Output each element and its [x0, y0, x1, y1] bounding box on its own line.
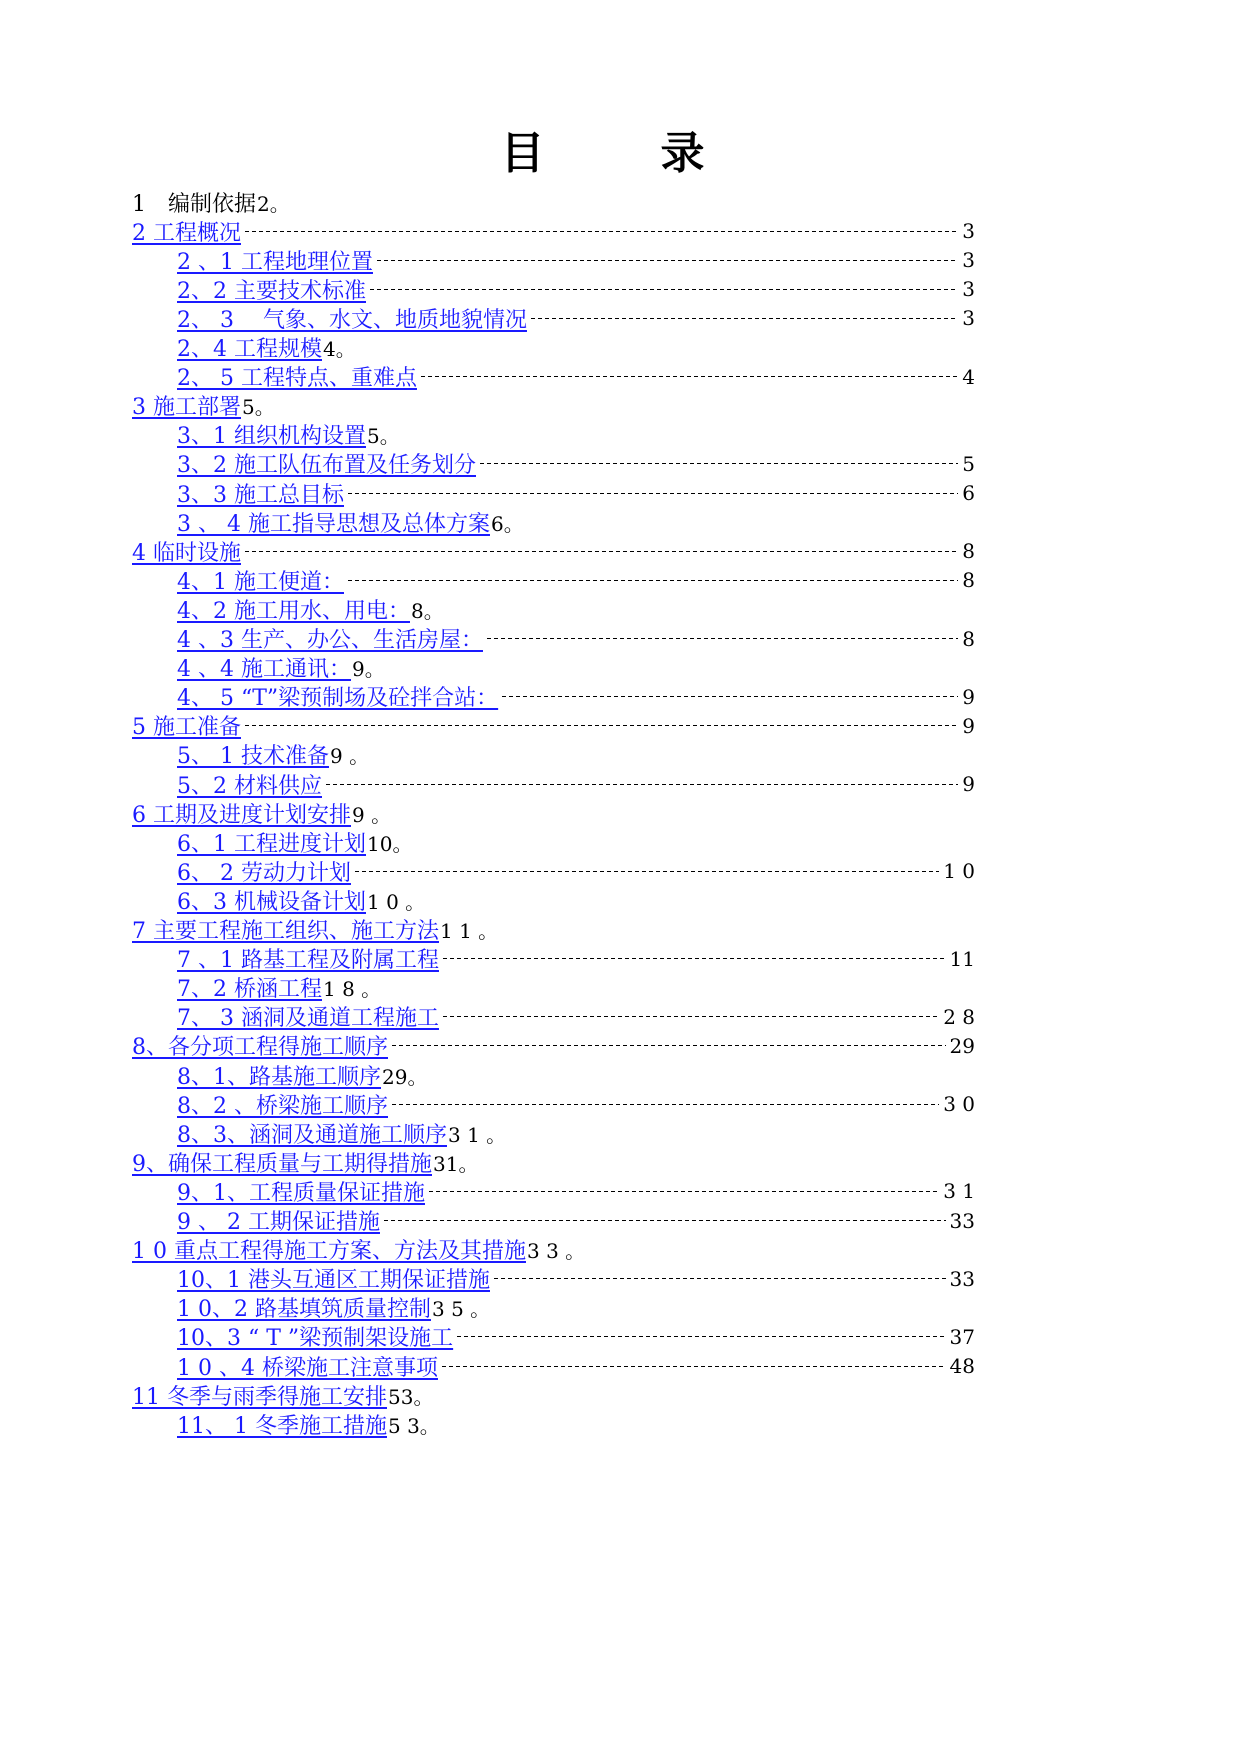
toc-entry-title[interactable]: 3、3 施工总目标: [177, 482, 344, 508]
dot-leader: [494, 1278, 946, 1279]
dot-leader: [392, 1045, 946, 1046]
toc-entry-title: 1 编制依据: [132, 191, 256, 217]
toc-entry-title[interactable]: 9 、 2 工期保证措施: [177, 1210, 380, 1235]
toc-entry-title[interactable]: 7、2 桥涵工程: [177, 977, 322, 1003]
toc-entry[interactable]: [177, 972, 381, 1004]
toc-entry[interactable]: [177, 1263, 975, 1295]
toc-page-number: 3 3 。: [526, 1239, 586, 1264]
toc-entry[interactable]: [132, 1234, 585, 1266]
toc-entry[interactable]: [177, 1001, 975, 1033]
toc-page-number: 2。: [257, 191, 290, 216]
toc-page-number: 3 1 。: [448, 1122, 507, 1147]
toc-page-number: 31。: [433, 1151, 479, 1176]
toc-entry[interactable]: [132, 390, 275, 422]
toc-entry-title[interactable]: 5、2 材料供应: [177, 773, 322, 799]
toc-entry[interactable]: [177, 332, 356, 364]
toc-entry-title[interactable]: 2 、1 工程地理位置: [177, 249, 373, 275]
toc-entry-title[interactable]: 4 、4 施工通讯：: [177, 657, 351, 683]
toc-page-number: 5。: [367, 424, 400, 449]
toc-entry-title[interactable]: 2、4 工程规模: [177, 337, 322, 362]
toc-entry[interactable]: [177, 739, 369, 771]
toc-entry-title[interactable]: 3 、 4 施工指导思想及总体方案: [177, 511, 490, 537]
toc-entry[interactable]: [177, 361, 975, 393]
toc-page-number: 9 。: [329, 744, 370, 769]
toc-entry-title[interactable]: 4、 5 “T”梁预制场及砼拌合站：: [177, 686, 499, 712]
dot-leader: [348, 493, 958, 494]
dot-leader: [377, 260, 958, 261]
toc-entry-title[interactable]: 1 0 、4 桥梁施工注意事项: [177, 1355, 438, 1381]
toc-page-number: 33: [949, 1208, 975, 1233]
toc-entry[interactable]: [132, 535, 975, 567]
toc-page-number: 6: [962, 481, 975, 505]
toc-page-number: 4。: [323, 337, 356, 361]
toc-entry[interactable]: [177, 623, 975, 655]
toc-page-number: 6。: [490, 511, 524, 536]
toc-entry-title[interactable]: 2 工程概况: [132, 220, 241, 246]
toc-page-number: 48: [949, 1354, 975, 1378]
toc-entry-title[interactable]: 8、各分项工程得施工顺序: [132, 1035, 388, 1061]
toc-entry-title[interactable]: 8、2 、桥梁施工顺序: [177, 1093, 388, 1119]
toc-page-number: 3: [962, 277, 975, 302]
toc-page-number: 29: [949, 1033, 975, 1058]
dot-leader: [442, 1366, 946, 1367]
toc-page-number: 9: [962, 684, 975, 709]
dot-leader: [245, 231, 958, 232]
toc-entry[interactable]: [177, 1059, 427, 1091]
toc-page-number: 5 3。: [387, 1413, 440, 1438]
toc-entry[interactable]: [177, 273, 975, 305]
toc-entry[interactable]: [177, 1292, 490, 1324]
dot-leader: [502, 696, 958, 697]
toc-page-number: 3: [962, 306, 975, 331]
toc-entry-title[interactable]: 3、2 施工队伍布置及任务划分: [177, 453, 476, 479]
toc-entry-title[interactable]: 1 0、2 路基填筑质量控制: [177, 1297, 431, 1323]
toc-entry[interactable]: [177, 477, 975, 509]
dot-leader: [392, 1104, 939, 1105]
toc-page-number: 1 1 。: [440, 919, 499, 943]
dot-leader: [487, 638, 958, 639]
toc-page-number: 1 0 。: [367, 889, 426, 914]
dot-leader: [429, 1191, 939, 1192]
toc-entry-title[interactable]: 5 施工准备: [132, 715, 241, 741]
dot-leader: [384, 1220, 946, 1221]
toc-entry[interactable]: [177, 884, 425, 916]
toc-entry[interactable]: [177, 1321, 975, 1353]
toc-page-number: 3: [962, 248, 975, 273]
toc-page-number: 37: [949, 1324, 975, 1349]
dot-leader: [355, 871, 939, 872]
toc-title: 目 录: [500, 128, 741, 179]
toc-page-number: 3 1: [943, 1179, 975, 1204]
dot-leader: [348, 580, 958, 581]
toc-entry-title[interactable]: 8、3、涵洞及通道施工顺序: [177, 1122, 447, 1148]
toc-page-number: 53。: [388, 1384, 434, 1409]
toc-page-number: 1 8 。: [323, 977, 382, 1002]
toc-page-number: 9 。: [352, 802, 392, 827]
toc-entry[interactable]: [177, 419, 400, 451]
toc-entry-title[interactable]: 6、3 机械设备计划: [177, 889, 366, 915]
toc-entry-title[interactable]: 6、1 工程进度计划: [177, 831, 366, 857]
toc-entry-title[interactable]: 3 施工部署: [132, 395, 241, 421]
toc-entry[interactable]: [177, 1117, 506, 1149]
toc-entry-title[interactable]: 2、 5 工程特点、重难点: [177, 366, 417, 392]
dot-leader: [370, 289, 958, 290]
toc-entry[interactable]: [132, 797, 391, 829]
toc-entry[interactable]: [177, 1350, 975, 1382]
toc-page-number: 8: [962, 626, 975, 651]
toc-entry-title[interactable]: 4、2 施工用水、用电：: [177, 598, 410, 624]
toc-entry-title[interactable]: 1 0 重点工程得施工方案、方法及其措施: [132, 1239, 526, 1265]
toc-page-number: 5: [962, 451, 975, 476]
toc-entry[interactable]: [177, 681, 975, 713]
toc-page-number: 8。: [411, 598, 444, 623]
toc-entry-title[interactable]: 5、 1 技术准备: [177, 744, 329, 770]
toc-entry[interactable]: [177, 448, 975, 480]
dot-leader: [457, 1336, 945, 1337]
toc-entry[interactable]: [177, 826, 412, 858]
toc-page-number: 5。: [242, 395, 275, 420]
toc-page-number: 11: [949, 946, 975, 971]
toc-entry-title[interactable]: 9、确保工程质量与工期得措施: [132, 1151, 432, 1177]
dot-leader: [326, 784, 958, 785]
toc-entry-title[interactable]: 6 工期及进度计划安排: [132, 802, 351, 828]
dot-leader: [245, 725, 958, 726]
toc-entry[interactable]: [177, 1408, 440, 1440]
toc-entry-title[interactable]: 6、 2 劳动力计划: [177, 860, 351, 886]
toc-entry[interactable]: [132, 710, 975, 742]
toc-page-number: 9: [962, 713, 975, 738]
toc-page-number: 3 0: [943, 1092, 975, 1117]
toc-entry-title[interactable]: 3、1 组织机构设置: [177, 424, 366, 450]
toc-entry[interactable]: [177, 1175, 975, 1207]
toc-entry: [132, 186, 290, 218]
toc-entry-title[interactable]: 7、 3 涵洞及通道工程施工: [177, 1006, 439, 1032]
toc-entry[interactable]: [132, 215, 975, 247]
toc-entry[interactable]: [177, 244, 975, 276]
dot-leader: [480, 463, 958, 464]
toc-page-number: 8: [962, 568, 975, 593]
toc-page-number: 8: [962, 539, 975, 564]
toc-entry-title[interactable]: 7 、1 路基工程及附属工程: [177, 948, 439, 974]
toc-entry[interactable]: [177, 506, 524, 538]
toc-entry-title[interactable]: 7 主要工程施工组织、施工方法: [132, 919, 439, 944]
toc-page-number: 9。: [351, 657, 385, 682]
toc-entry-title[interactable]: 10、1 港头互通区工期保证措施: [177, 1268, 490, 1294]
toc-entry[interactable]: [132, 1379, 433, 1411]
toc-page-number: 9: [962, 772, 975, 796]
dot-leader: [245, 551, 958, 552]
toc-entry-title[interactable]: 4 、3 生产、办公、生活房屋：: [177, 628, 483, 653]
toc-entry-title[interactable]: 2、2 主要技术标准: [177, 278, 366, 304]
toc-entry[interactable]: [177, 1205, 975, 1237]
toc-entry-title[interactable]: 11 冬季与雨季得施工安排: [132, 1384, 387, 1410]
toc-page-number: 33: [949, 1266, 975, 1291]
dot-leader: [421, 376, 958, 377]
toc-entry-title[interactable]: 8、1、路基施工顺序: [177, 1064, 381, 1090]
dot-leader: [443, 1016, 939, 1017]
toc-entry-title[interactable]: 4、1 施工便道：: [177, 569, 344, 595]
toc-page-number: 3: [962, 219, 975, 244]
toc-entry[interactable]: [177, 652, 385, 684]
toc-entry[interactable]: [177, 593, 444, 625]
toc-entry[interactable]: [132, 1146, 478, 1178]
dot-leader: [443, 958, 946, 959]
toc-page-number: 29。: [382, 1064, 428, 1089]
toc-entry-title[interactable]: 4 临时设施: [132, 540, 241, 566]
toc-entry-title[interactable]: 10、3 “ T ”梁预制架设施工: [177, 1326, 454, 1352]
toc-page-number: 3 5 。: [431, 1297, 491, 1322]
toc-entry-title[interactable]: 2、 3 气象、水文、地质地貌情况: [177, 307, 527, 333]
toc-entry[interactable]: [177, 1088, 975, 1120]
toc-entry[interactable]: [132, 914, 498, 946]
toc-page-number: 4: [962, 364, 975, 389]
toc-entry[interactable]: [177, 768, 975, 800]
toc-page-number: 10。: [367, 831, 413, 856]
dot-leader: [531, 318, 958, 319]
toc-entry[interactable]: [132, 1030, 975, 1062]
toc-entry[interactable]: [177, 855, 975, 887]
toc-page-number: 1 0: [943, 859, 975, 884]
toc-entry[interactable]: [177, 564, 975, 596]
toc-page-number: 2 8: [943, 1004, 975, 1029]
toc-entry[interactable]: [177, 943, 975, 975]
toc-entry-title[interactable]: 9、1、工程质量保证措施: [177, 1180, 425, 1206]
toc-entry-title[interactable]: 11、 1 冬季施工措施: [177, 1413, 387, 1439]
toc-entry[interactable]: [177, 302, 975, 334]
